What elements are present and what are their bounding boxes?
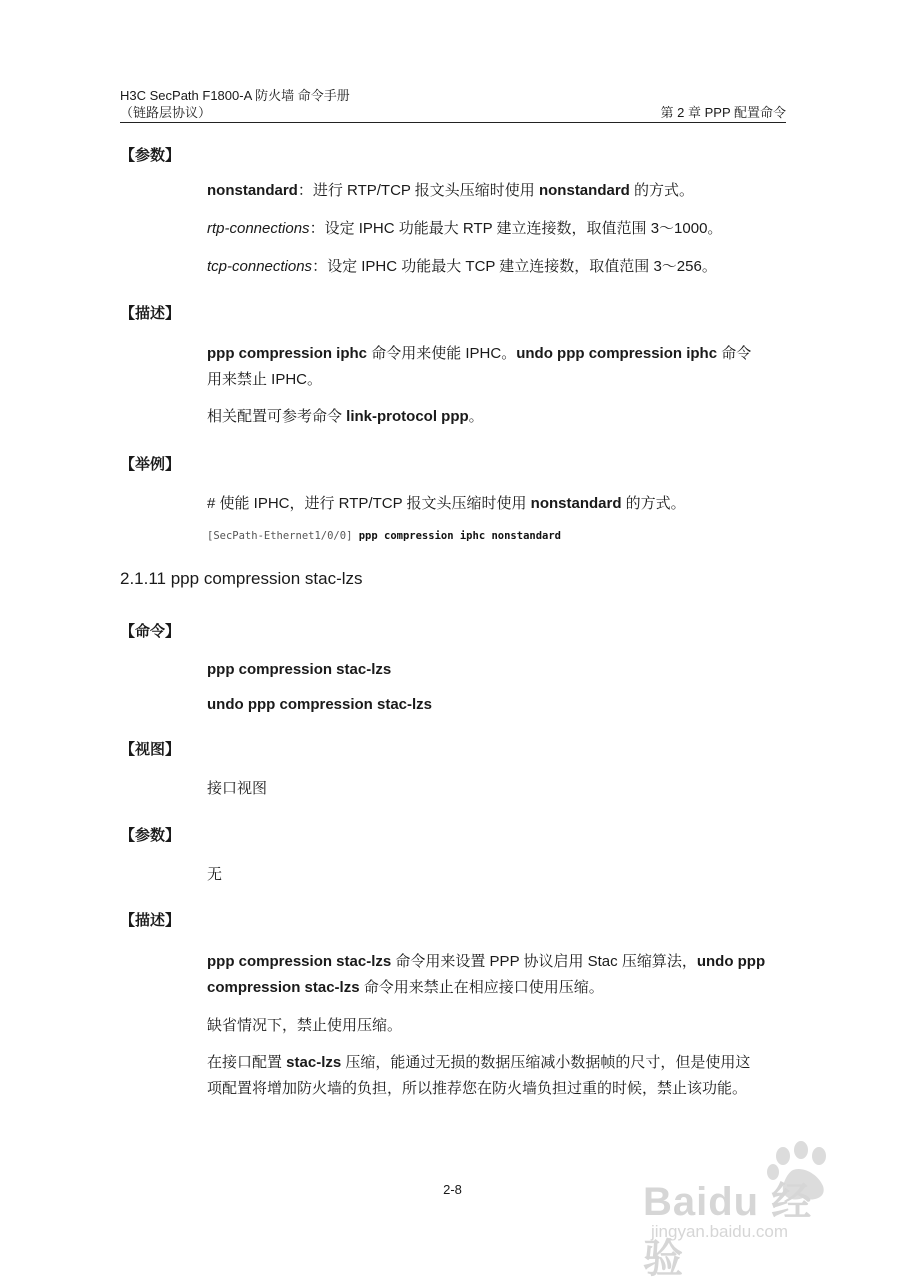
command-text: ppp compression stac-lzs: [207, 953, 392, 970]
view-title: 【视图】: [120, 741, 181, 758]
example-keyword: nonstandard: [530, 495, 622, 512]
desc2-paragraph-2: 缺省情况下，禁止使用压缩。: [207, 1017, 403, 1034]
desc-text: 在接口配置: [207, 1054, 287, 1071]
desc-text: 用来禁止 IPHC。: [207, 371, 323, 388]
command-line-1: ppp compression stac-lzs: [207, 661, 392, 678]
desc-text: 命令用来设置 PPP 协议启用 Stac 压缩算法，: [391, 953, 697, 970]
desc-text: 相关配置可参考命令: [207, 408, 347, 425]
command-text: undo ppp: [696, 953, 766, 970]
desc-text: 项配置将增加防火墙的负担，所以推荐您在防火墙负担过重的时候，禁止该功能。: [207, 1080, 748, 1097]
watermark-url: jingyan.baidu.com: [651, 1222, 789, 1241]
desc-text: 。: [468, 408, 484, 425]
desc-paragraph-1: [207, 341, 787, 393]
param-rtp-connections: [207, 216, 787, 242]
param-desc: ：设定 IPHC 功能最大 RTP 建立连接数，取值范围 3～1000。: [309, 220, 723, 237]
param-name: tcp-connections: [207, 258, 313, 275]
desc-text: 命令用来使能 IPHC。: [367, 345, 517, 362]
command-text: undo ppp compression iphc: [516, 345, 718, 362]
example-text: # 使能 IPHC，进行 RTP/TCP 报文头压缩时使用: [207, 495, 531, 512]
desc-title-2: 【描述】: [120, 912, 181, 929]
code-command: ppp compression iphc nonstandard: [358, 530, 562, 542]
command-text: compression stac-lzs: [207, 979, 360, 996]
command-text: ppp compression iphc: [207, 345, 368, 362]
command-text: stac-lzs: [286, 1054, 342, 1071]
header-product: H3C SecPath F1800-A 防火墙 命令手册: [120, 88, 350, 103]
header-volume: （链路层协议）: [120, 105, 212, 120]
param-desc: ：进行 RTP/TCP 报文头压缩时使用: [297, 182, 539, 199]
page-number: 2-8: [443, 1182, 462, 1197]
desc2-paragraph-3: [207, 1050, 787, 1102]
param-nonstandard: [207, 178, 787, 204]
command-line-2: undo ppp compression stac-lzs: [207, 696, 433, 713]
example-description: [207, 491, 787, 517]
example-code: [207, 530, 561, 542]
params-title-2: 【参数】: [120, 827, 181, 844]
param-name: nonstandard: [207, 182, 298, 199]
header-rule: [120, 122, 786, 123]
desc-paragraph-2: [207, 404, 787, 430]
param-keyword: nonstandard: [538, 182, 630, 199]
example-title: 【举例】: [120, 456, 181, 473]
header-chapter: 第 2 章 PPP 配置命令: [660, 105, 786, 120]
desc-title: 【描述】: [120, 305, 181, 322]
desc-text: 压缩，能通过无损的数据压缩减小数据帧的尺寸，但是使用这: [341, 1054, 751, 1071]
param-desc: ：设定 IPHC 功能最大 TCP 建立连接数，取值范围 3～256。: [312, 258, 717, 275]
params-text: 无: [207, 866, 223, 883]
desc-text: 命令: [717, 345, 752, 362]
section-heading: 2.1.11 ppp compression stac-lzs: [120, 569, 363, 588]
code-prompt: [SecPath-Ethernet1/0/0]: [207, 530, 359, 542]
command-title: 【命令】: [120, 623, 181, 640]
baidu-watermark: [643, 1140, 853, 1281]
view-text: 接口视图: [207, 780, 268, 797]
params-title: 【参数】: [120, 147, 181, 164]
command-text: link-protocol ppp: [346, 408, 469, 425]
param-tcp-connections: [207, 254, 787, 280]
watermark-brand: Baidu 经验: [643, 1180, 813, 1281]
desc-text: 命令用来禁止在相应接口使用压缩。: [359, 979, 604, 996]
param-desc-tail: 的方式。: [629, 182, 694, 199]
param-name: rtp-connections: [207, 220, 310, 237]
example-text: 的方式。: [621, 495, 686, 512]
desc2-paragraph-1: [207, 949, 787, 1001]
